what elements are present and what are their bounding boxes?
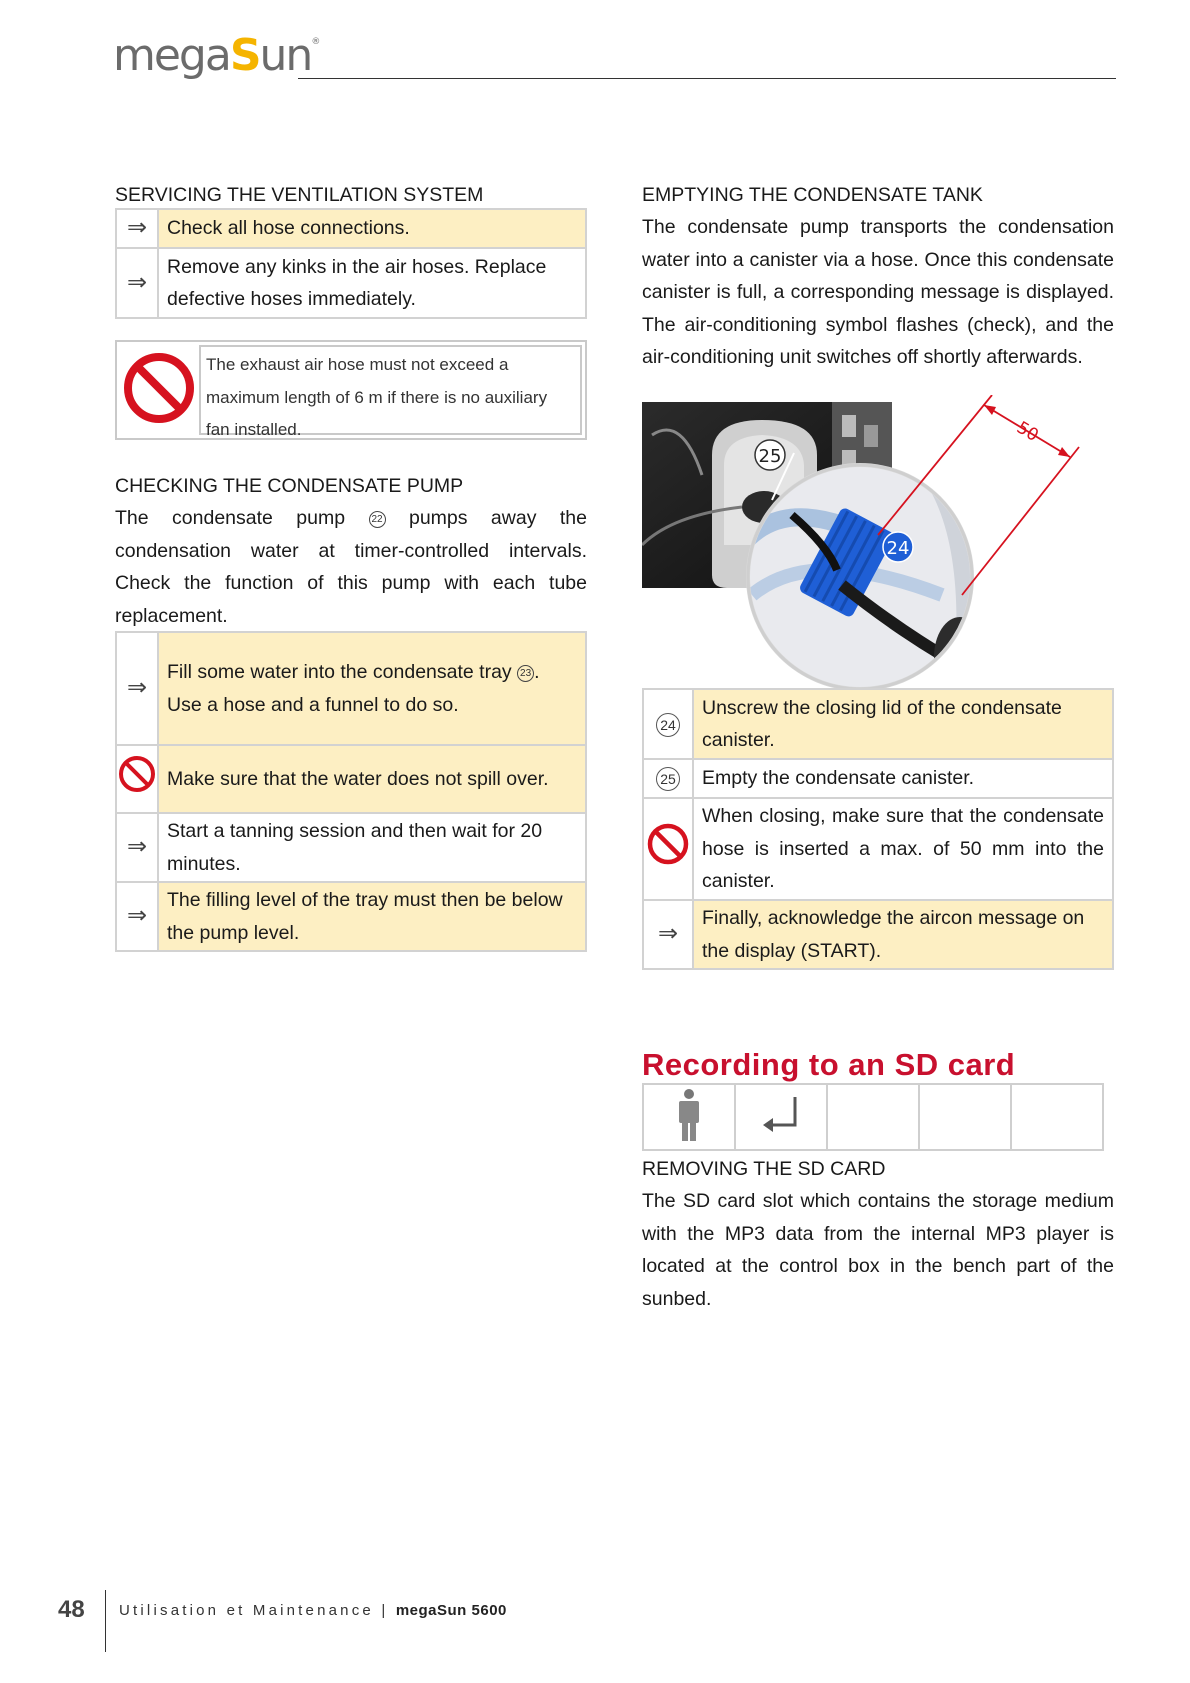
step-text: Check all hose connections. (158, 209, 586, 248)
warning-box (115, 340, 587, 440)
double-arrow-icon: ⇒ (657, 919, 679, 948)
step-text: Remove any kinks in the air hoses. Replace defective hoses immediately. (158, 248, 586, 318)
tank-paragraph: The condensate pump transports the condensation water into a canister via a hose. Once this condensate canister is full, a corresponding message is displayed. The air-conditioning symbol flashes (check), and the air-conditioning unit switches off shortly afterwards. (642, 216, 1114, 368)
step-icon-cell (643, 798, 693, 900)
pump-heading: CHECKING THE CONDENSATE PUMP (115, 475, 464, 497)
double-arrow-icon: ⇒ (126, 213, 148, 242)
double-arrow-icon: ⇒ (126, 673, 148, 702)
sd-heading: REMOVING THE SD CARD (642, 1158, 886, 1180)
icon-cell (643, 1084, 735, 1150)
double-arrow-icon: ⇒ (126, 901, 148, 930)
reference-number-23: 23 (517, 665, 534, 682)
step-icon-cell (116, 209, 158, 248)
person-icon (675, 1088, 703, 1142)
icon-cell (735, 1084, 827, 1150)
prohibition-icon (123, 352, 195, 424)
tank-steps-table (642, 688, 1114, 970)
condensate-canister-photo (642, 395, 1114, 695)
footer-text: Utilisation et Maintenance | megaSun 5600 (119, 1602, 507, 1619)
ventilation-steps-table (115, 208, 587, 319)
ventilation-heading: SERVICING THE VENTILATION SYSTEM (115, 184, 484, 206)
warning-text: The exhaust air hose must not exceed a maximum length of 6 m if there is no auxiliary fan installed. (199, 345, 582, 435)
double-arrow-icon: ⇒ (126, 832, 148, 861)
step-text: Empty the condensate canister. (693, 759, 1113, 798)
sd-section-title: Recording to an SD card (642, 1047, 1016, 1082)
sd-paragraph: The SD card slot which contains the storage medium with the MP3 data from the internal MP3 player is located at the control box in the bench part of the sunbed. (642, 1190, 1114, 1310)
step-icon-cell (643, 759, 693, 798)
step-icon-cell (116, 745, 158, 813)
header-rule (298, 78, 1116, 79)
step-icon-cell (116, 882, 158, 951)
step-icon-cell (643, 900, 693, 969)
icon-cell-empty (1011, 1084, 1103, 1150)
step-text: Unscrew the closing lid of the condensate canister. (693, 689, 1113, 759)
photo-label-24: 24 (886, 538, 910, 559)
step-icon-cell (116, 632, 158, 745)
return-arrow-icon (759, 1093, 803, 1137)
step-text: Start a tanning session and then wait for 20 minutes. (158, 813, 586, 882)
reference-number-25: 25 (656, 767, 680, 791)
tank-heading: EMPTYING THE CONDENSATE TANK (642, 184, 983, 206)
photo-label-25: 25 (758, 446, 782, 467)
prohibition-icon (646, 822, 690, 866)
step-text: The filling level of the tray must then be below the pump level. (158, 882, 586, 951)
step-text: Make sure that the water does not spill over. (158, 745, 586, 813)
step-text: Finally, acknowledge the aircon message on the display (START). (693, 900, 1113, 969)
icon-cell-empty (919, 1084, 1011, 1150)
dimension-label-50: 50 (1013, 417, 1042, 447)
step-icon-cell (116, 248, 158, 318)
brand-logo: megaSun® (113, 30, 321, 81)
reference-number-22: 22 (369, 511, 386, 528)
sd-icon-table (642, 1083, 1104, 1151)
pump-paragraph: The condensate pump 22 pumps away the condensation water at timer-controlled intervals. Check the function of this pump with each tube replacement. (115, 507, 587, 627)
page-number: 48 (58, 1596, 85, 1623)
reference-number-24: 24 (656, 713, 680, 737)
step-icon-cell (116, 813, 158, 882)
icon-cell-empty (827, 1084, 919, 1150)
double-arrow-icon: ⇒ (126, 267, 148, 296)
pump-steps-table (115, 631, 587, 952)
step-text: Fill some water into the condensate tray 23 . Use a hose and a funnel to do so. (158, 632, 586, 745)
step-icon-cell (643, 689, 693, 759)
prohibition-icon (117, 754, 157, 794)
step-text: When closing, make sure that the condensate hose is inserted a max. of 50 mm into the canister. (693, 798, 1113, 900)
footer-divider (105, 1590, 106, 1652)
